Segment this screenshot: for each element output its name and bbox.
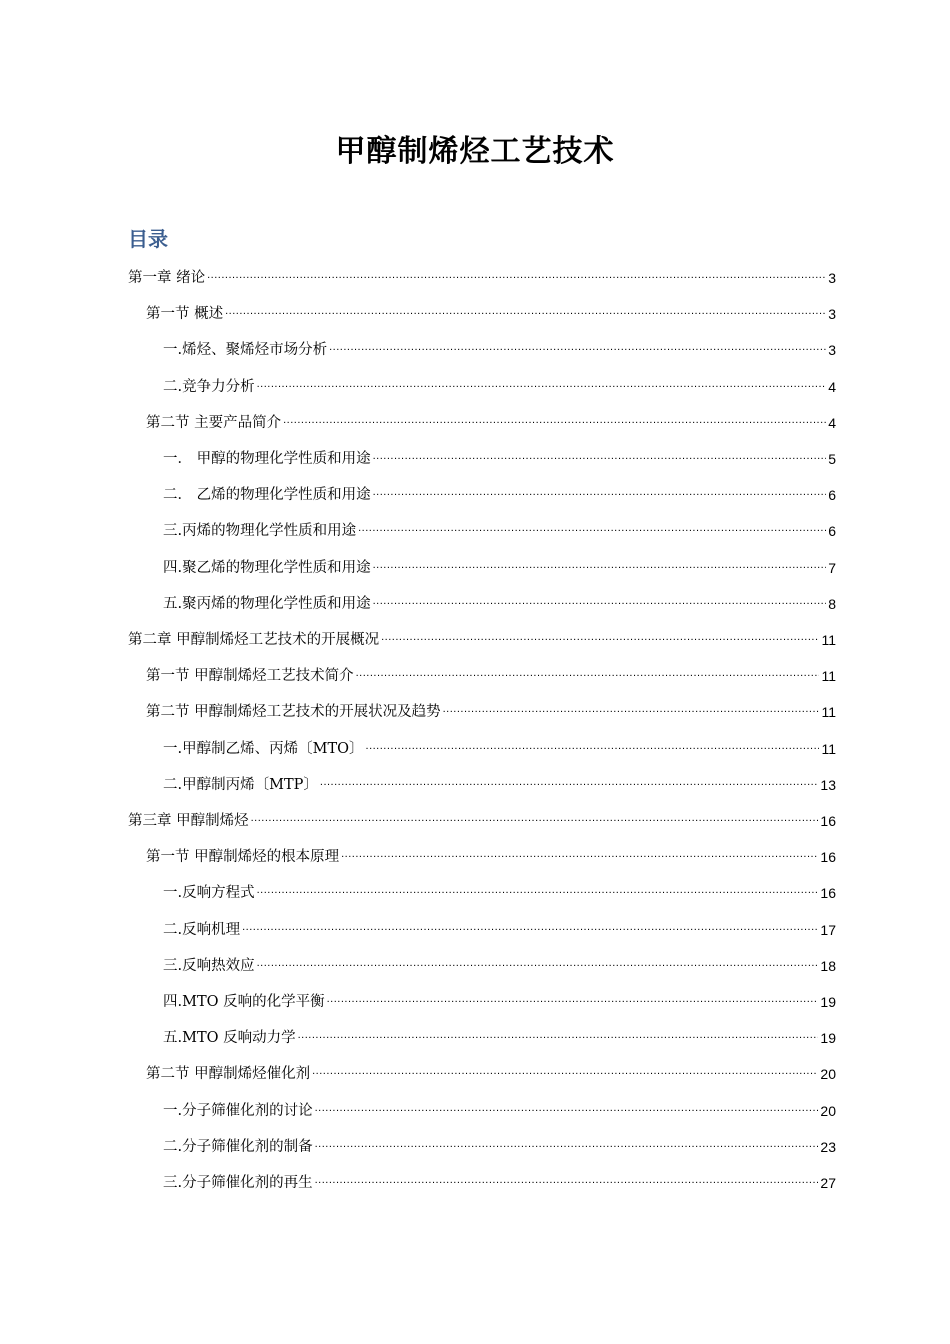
toc-page-number: 3 xyxy=(828,342,836,359)
toc-page-number: 6 xyxy=(828,487,836,504)
toc-dot-leader xyxy=(373,446,827,466)
toc-dot-leader xyxy=(373,591,827,611)
toc-page-number: 13 xyxy=(820,776,836,793)
toc-dot-leader xyxy=(320,772,819,792)
toc-entry-title: 四.MTO 反响的化学平衡 xyxy=(163,994,325,1010)
toc-entry-title: 第二章 甲醇制烯烃工艺技术的开展概况 xyxy=(128,632,380,648)
toc-entry-title: 二.甲醇制丙烯〔MTP〕 xyxy=(163,776,318,793)
toc-entry[interactable] xyxy=(0,515,836,541)
toc-entry-title: 一.分子筛催化剂的讨论 xyxy=(163,1102,313,1119)
toc-entry[interactable] xyxy=(0,1058,836,1084)
toc-entry-title: 一.烯烃、聚烯烃市场分析 xyxy=(163,342,328,359)
toc-entry[interactable] xyxy=(0,552,836,578)
toc-entry[interactable] xyxy=(0,877,836,903)
toc-entry[interactable] xyxy=(0,479,836,505)
toc-dot-leader xyxy=(257,880,819,900)
toc-page-number: 16 xyxy=(820,813,836,829)
toc-page-number: 23 xyxy=(820,1138,836,1155)
toc-dot-leader xyxy=(329,337,826,357)
toc-dot-leader xyxy=(327,989,819,1009)
toc-dot-leader xyxy=(207,265,826,285)
toc-entry-title: 第三章 甲醇制烯烃 xyxy=(128,813,249,829)
toc-page-number: 17 xyxy=(820,921,836,938)
toc-page-number: 11 xyxy=(821,632,836,648)
toc-entry[interactable] xyxy=(0,841,836,867)
toc-entry-title: 第二节 主要产品简介 xyxy=(146,414,282,431)
toc-entry-title: 五.MTO 反响动力学 xyxy=(163,1030,296,1047)
toc-entry[interactable] xyxy=(0,769,836,795)
toc-page-number: 18 xyxy=(820,957,836,974)
toc-dot-leader xyxy=(356,663,820,683)
toc-entry[interactable] xyxy=(0,660,836,686)
toc-dot-leader xyxy=(251,808,819,828)
toc-dot-leader xyxy=(257,953,819,973)
toc-entry-title: 三.反响热效应 xyxy=(163,957,255,974)
toc-entry[interactable] xyxy=(0,696,836,722)
toc-dot-leader xyxy=(315,1170,819,1190)
toc-page-number: 6 xyxy=(828,523,836,540)
toc-dot-leader xyxy=(341,844,818,864)
toc-entry[interactable] xyxy=(0,443,836,469)
toc-page-number: 3 xyxy=(828,270,836,286)
toc-entry-title: 一.反响方程式 xyxy=(163,885,255,902)
toc-dot-leader xyxy=(315,1098,819,1118)
toc-dot-leader xyxy=(298,1025,819,1045)
toc-entry[interactable] xyxy=(0,371,836,397)
toc-entry-title: 第一节 甲醇制烯烃工艺技术简介 xyxy=(146,668,354,685)
toc-dot-leader xyxy=(358,518,826,538)
toc-entry[interactable] xyxy=(0,986,836,1012)
toc-heading: 目录 xyxy=(128,227,168,251)
toc-entry-title: 三.丙烯的物理化学性质和用途 xyxy=(163,523,357,540)
toc-entry-title: 第二节 甲醇制烯烃工艺技术的开展状况及趋势 xyxy=(146,704,441,721)
toc-entry[interactable] xyxy=(0,262,836,288)
toc-page-number: 16 xyxy=(820,885,836,902)
toc-entry-title: 五.聚丙烯的物理化学性质和用途 xyxy=(163,595,371,612)
toc-page-number: 4 xyxy=(828,378,836,395)
toc-entry[interactable] xyxy=(0,588,836,614)
toc-entry-title: 第二节 甲醇制烯烃催化剂 xyxy=(146,1066,311,1083)
toc-entry[interactable] xyxy=(0,624,836,650)
toc-entry-title: 三.分子筛催化剂的再生 xyxy=(163,1175,313,1191)
toc-page-number: 11 xyxy=(821,704,836,721)
toc-page-number: 4 xyxy=(828,414,836,431)
toc-dot-leader xyxy=(381,627,819,647)
toc-entry[interactable] xyxy=(0,733,836,759)
toc-page-number: 19 xyxy=(820,994,836,1010)
toc-dot-leader xyxy=(283,410,826,430)
toc-entry[interactable] xyxy=(0,1022,836,1048)
toc-entry-title: 二.反响机理 xyxy=(163,921,241,938)
toc-dot-leader xyxy=(373,482,827,502)
toc-page-number: 20 xyxy=(820,1066,836,1083)
toc-entry-title: 第一节 甲醇制烯烃的根本原理 xyxy=(146,849,340,866)
toc-page-number: 27 xyxy=(820,1175,836,1191)
toc-page-number: 3 xyxy=(828,306,836,323)
toc-entry-title: 第一章 绪论 xyxy=(128,270,206,286)
toc-entry-title: 一.甲醇制乙烯、丙烯〔MTO〕 xyxy=(163,740,364,757)
toc-entry-title: 第一节 概述 xyxy=(146,306,224,323)
toc-page-number: 8 xyxy=(828,595,836,612)
toc-entry-title: 二.分子筛催化剂的制备 xyxy=(163,1138,313,1155)
toc-entry-title: 二.竞争力分析 xyxy=(163,378,255,395)
toc-dot-leader xyxy=(312,1061,818,1081)
toc-page-number: 11 xyxy=(821,668,836,685)
toc-page-number: 19 xyxy=(820,1030,836,1047)
toc-entry[interactable] xyxy=(0,298,836,324)
page-title: 甲醇制烯烃工艺技术 xyxy=(335,134,615,169)
toc-entry[interactable] xyxy=(0,950,836,976)
toc-page-number: 11 xyxy=(821,740,836,757)
toc-entry[interactable] xyxy=(0,407,836,433)
toc-entry[interactable] xyxy=(0,1131,836,1157)
toc-page-number: 5 xyxy=(828,451,836,467)
toc-page-number: 16 xyxy=(820,849,836,866)
toc-dot-leader xyxy=(257,374,827,394)
toc-page-number: 7 xyxy=(828,559,836,576)
toc-entry-title: 一． 甲醇的物理化学性质和用途 xyxy=(163,451,371,467)
toc-entry[interactable] xyxy=(0,1095,836,1121)
toc-entry-title: 二． 乙烯的物理化学性质和用途 xyxy=(163,487,371,504)
toc-dot-leader xyxy=(366,736,820,756)
toc-dot-leader xyxy=(315,1134,819,1154)
toc-entry[interactable] xyxy=(0,334,836,360)
toc-dot-leader xyxy=(373,555,827,575)
toc-entry[interactable] xyxy=(0,914,836,940)
toc-dot-leader xyxy=(443,699,820,719)
toc-page-number: 20 xyxy=(820,1102,836,1119)
toc-dot-leader xyxy=(225,301,826,321)
toc-entry[interactable] xyxy=(0,805,836,831)
toc-entry-title: 四.聚乙烯的物理化学性质和用途 xyxy=(163,559,371,576)
toc-entry[interactable] xyxy=(0,1167,836,1193)
toc-dot-leader xyxy=(242,917,818,937)
